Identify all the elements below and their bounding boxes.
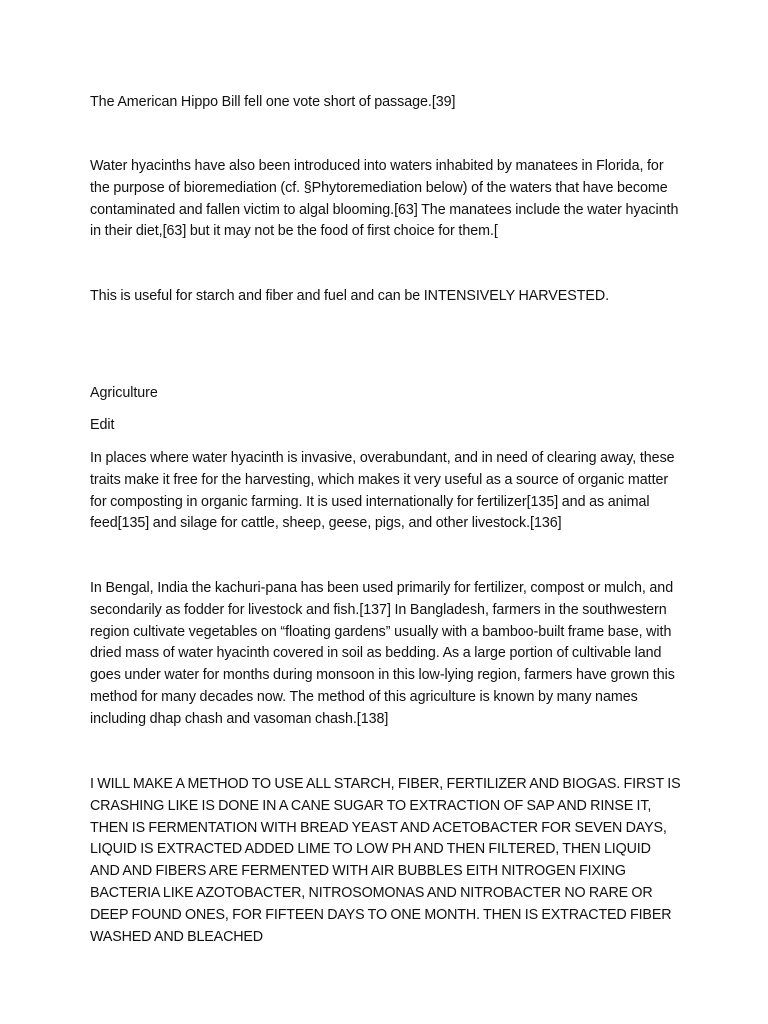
paragraph-intensive-harvest: This is useful for starch and fiber and fuel and can be INTENSIVELY HARVESTED. bbox=[90, 288, 610, 304]
paragraph-hippo-bill: The American Hippo Bill fell one vote short of passage.[39] bbox=[90, 94, 456, 110]
edit-label: Edit bbox=[90, 417, 115, 433]
paragraph-manatees: Water hyacinths have also been introduced into waters inhabited by manatees in Florida, for the purpose of bioremediation (cf. §Phytoremediation below) of the waters that have become contaminated and fallen victim to algal blooming.[63] The manatees include the water hyacinth in their diet,[63] but it may not be the food of first choice for them.[ bbox=[90, 158, 679, 240]
paragraph-composting: In places where water hyacinth is invasive, overabundant, and in need of clearing away, these traits make it free for the harvesting, which makes it very useful as a source of organic matter for composting in organic farming. It is used internationally for fertilizer[135] and as animal feed[135] and silage for cattle, sheep, geese, pigs, and other livestock.[136] bbox=[90, 450, 675, 532]
paragraph-method-plan: I WILL MAKE A METHOD TO USE ALL STARCH, FIBER, FERTILIZER AND BIOGAS. FIRST IS CRASHING LIKE IS DONE IN A CANE SUGAR TO EXTRACTION OF SAP AND RINSE IT, THEN IS FERMENTATION WITH BREAD YEAST AND ACETOBACTER FOR SEVEN DAYS, LIQUID IS EXTRACTED ADDED LIME TO LOW PH AND THEN FILTERED, THEN LIQUID AND AND FIBERS ARE FERMENTED WITH AIR BUBBLES EITH NITROGEN FIXING BACTERIA LIKE AZOTOBACTER, NITROSOMONAS AND NITROBACTER NO RARE OR DEEP FOUND ONES, FOR FIFTEEN DAYS TO ONE MONTH. THEN IS EXTRACTED FIBER WASHED AND BLEACHED bbox=[90, 776, 681, 945]
section-heading-agriculture: Agriculture bbox=[90, 385, 158, 401]
paragraph-bengal: In Bengal, India the kachuri-pana has been used primarily for fertilizer, compost or mulch, and secondarily as fodder for livestock and fish.[137] In Bangladesh, farmers in the southwestern region cultivate vegetables on “floating gardens” usually with a bamboo-built frame base, with dried mass of water hyacinth covered in soil as bedding. As a large portion of cultivable land goes under water for months during monsoon in this low-lying region, farmers have grown this method for many decades now. The method of this agriculture is known by many names including dhap chash and vasoman chash.[138] bbox=[90, 580, 675, 727]
